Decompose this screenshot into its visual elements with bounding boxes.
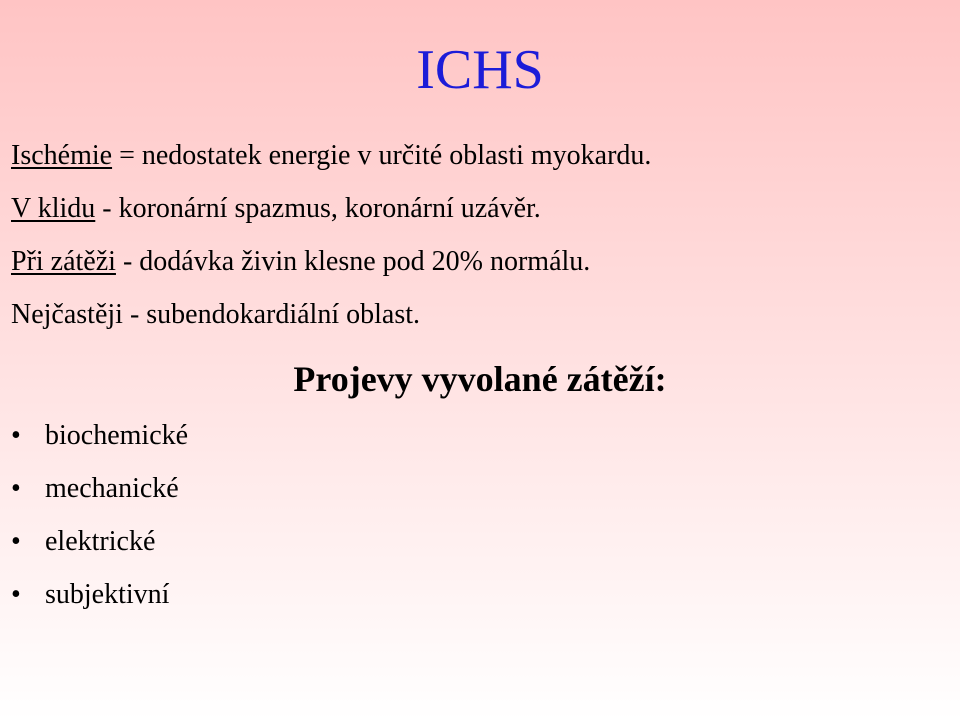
subheading: Projevy vyvolané zátěží: (293, 359, 667, 399)
bullet-item (11, 577, 611, 613)
definition-term: Ischémie (11, 140, 113, 171)
bullet-icon: • (11, 420, 21, 451)
definition-line (11, 244, 941, 280)
definition-line (11, 297, 941, 333)
slide-title: ICHS (416, 39, 544, 101)
definition-text: Nejčastěji - subendokardiální oblast. (11, 299, 420, 330)
bullet-item (11, 418, 611, 454)
definition-term: Při zátěži (11, 246, 116, 277)
bullet-icon: • (11, 579, 21, 610)
definition-text: - koronární spazmus, koronární uzávěr. (95, 193, 541, 224)
bullet-item (11, 471, 611, 507)
bullet-text: biochemické (45, 420, 189, 451)
bullet-list (11, 418, 611, 630)
definition-text: - dodávka živin klesne pod 20% normálu. (115, 246, 591, 277)
bullet-icon: • (11, 526, 21, 557)
definition-text: = nedostatek energie v určité oblasti myokardu. (112, 140, 652, 171)
definitions-block (11, 138, 941, 350)
definition-line (11, 191, 941, 227)
bullet-text: subjektivní (45, 579, 170, 610)
definition-term: V klidu (11, 193, 96, 224)
bullet-text: mechanické (45, 473, 179, 504)
bullet-icon: • (11, 473, 21, 504)
bullet-item (11, 524, 611, 560)
bullet-text: elektrické (45, 526, 156, 557)
definition-line (11, 138, 941, 174)
